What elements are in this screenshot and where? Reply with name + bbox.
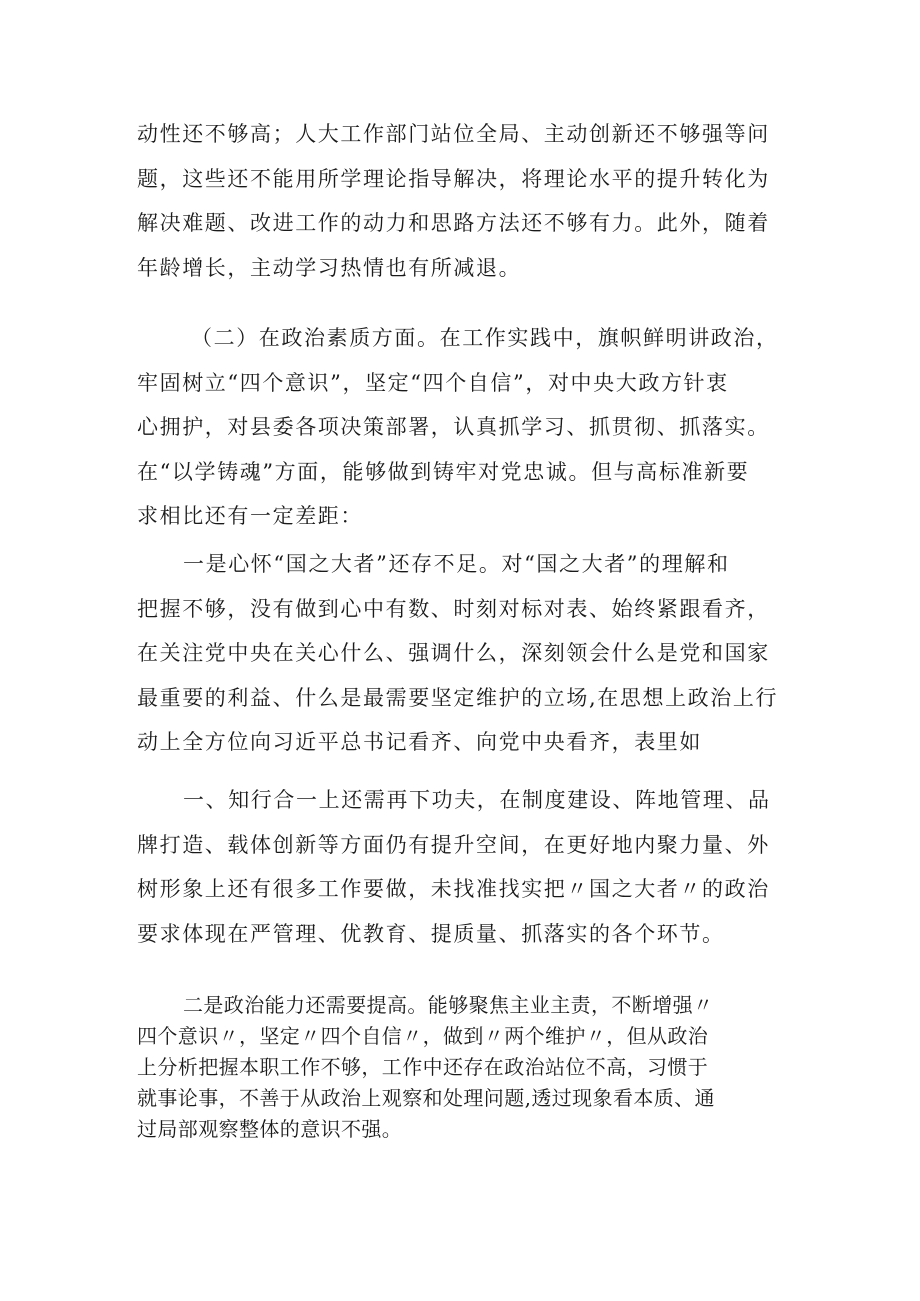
text-line: 动性还不够高；人大工作部门站位全局、主动创新还不够强等问 [137,122,770,146]
text-line: 最重要的利益、什么是最需要坚定维护的立场,在思想上政治上行 [137,685,779,710]
text-line: 二是政治能力还需要提高。能够聚焦主业主责，不断增强〃 [183,993,714,1017]
text-line: 年龄增长，主动学习热情也有所减退。 [137,255,522,280]
text-line: 牢固树立“四个意识”，坚定“四个自信”，对中央大政方针衷 [137,370,729,395]
text-line: 就事论事，不善于从政治上观察和处理问题,透过现象看本质、通 [137,1086,715,1110]
text-line: 上分析把握本职工作不够，工作中还存在政治站位不高，习惯于 [137,1055,709,1079]
text-line: 一、知行合一上还需再下功夫，在制度建设、阵地管理、品 [183,788,771,812]
text-line: 一是心怀“国之大者”还存不足。对“国之大者”的理解和 [183,552,730,576]
text-line: 要求体现在严管理、优教育、提质量、抓落实的各个环节。 [137,921,725,946]
text-line: （二）在政治素质方面。在工作实践中，旗帜鲜明讲政治， [191,326,779,350]
text-line: 过局部观察整体的意识不强。 [137,1117,403,1141]
text-line: 树形象上还有很多工作要做，未找准找实把〃国之大者〃的政治 [137,877,770,901]
text-line: 心拥护，对县委各项决策部署，认真抓学习、抓贯彻、抓落实。 [137,415,770,439]
text-line: 动上全方位向习近平总书记看齐、向党中央看齐，表里如 [137,730,702,754]
text-line: 四个意识〃，坚定〃四个自信〃，做到〃两个维护〃，但从政治 [137,1024,709,1048]
text-line: 牌打造、载体创新等方面仍有提升空间，在更好地内聚力量、外 [137,832,770,857]
paragraph-knowing-doing [137,778,797,956]
text-line: 题，这些还不能用所学理论指导解决，将理论水平的提升转化为 [137,166,770,191]
paragraph-continuation [137,112,797,290]
paragraph-point-two [137,990,797,1145]
text-line: 把握不够，没有做到心中有数、时刻对标对表、始终紧跟看齐， [137,596,770,621]
text-line: 在关注党中央在关心什么、强调什么，深刻领会什么是党和国家 [137,641,770,665]
paragraph-political-quality [137,316,797,539]
text-line: 在“以学铸魂”方面，能够做到铸牢对党忠诚。但与高标准新要 [137,459,750,484]
paragraph-point-one [137,542,797,765]
text-line: 求相比还有一定差距： [137,504,363,528]
text-line: 解决难题、改进工作的动力和思路方法还不够有力。此外，随着 [137,211,770,235]
